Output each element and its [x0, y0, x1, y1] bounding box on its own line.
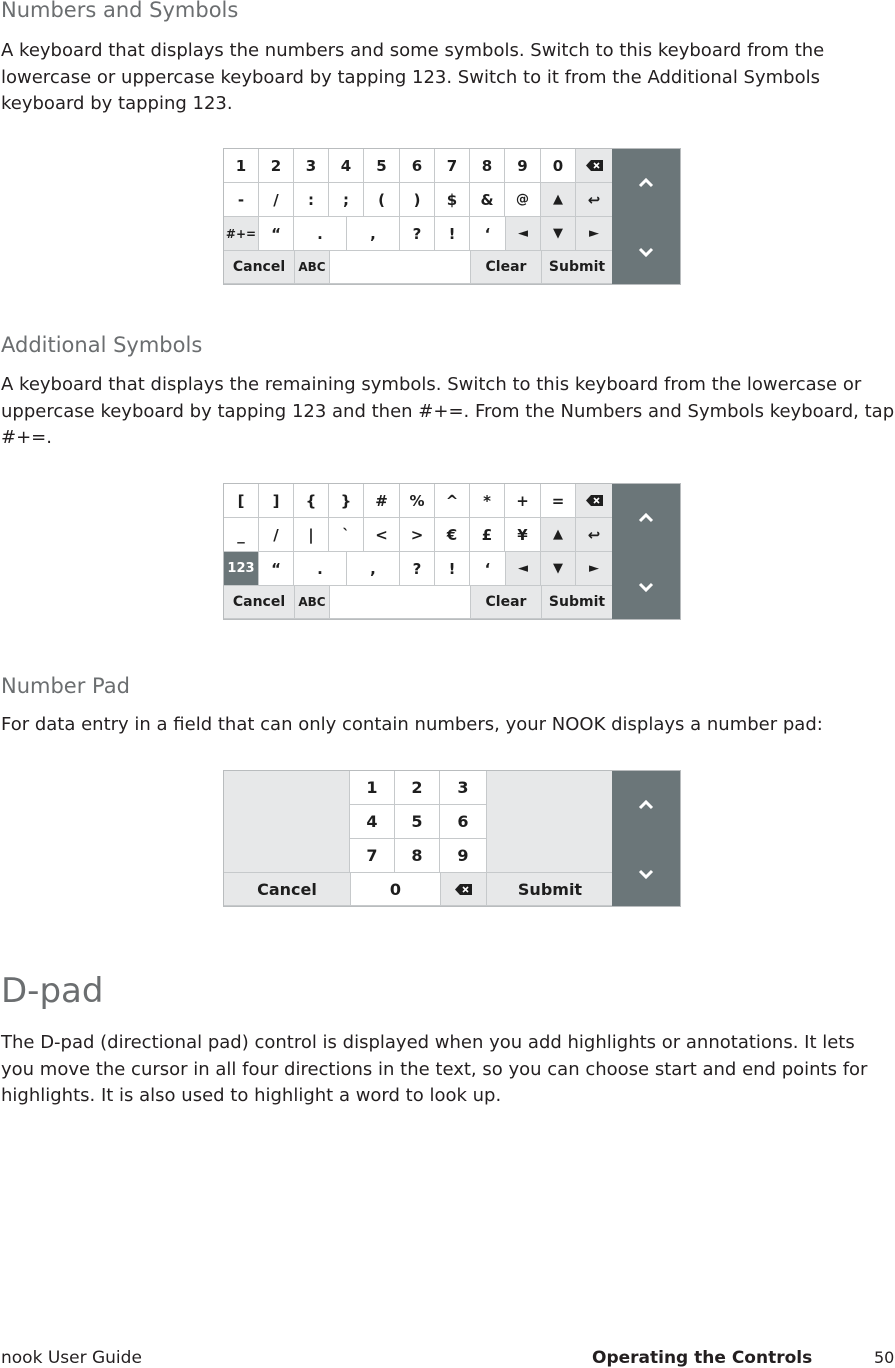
text-line: uppercase keyboard by tapping 123 and then #+=. From the Numbers and Symbols keyboard, tap — [1, 400, 895, 422]
key-plus[interactable]: + — [505, 484, 541, 518]
number-pad-right-blank — [486, 771, 613, 873]
key-8[interactable]: 8 — [470, 149, 505, 183]
space-key[interactable] — [330, 251, 471, 284]
numpad-cancel-button[interactable]: Cancel — [224, 873, 351, 906]
key-open-quote[interactable]: “ — [259, 217, 294, 251]
key-close-bracket[interactable]: ] — [259, 484, 294, 518]
key-hash[interactable]: # — [364, 484, 400, 518]
numpad-key-0[interactable]: 0 — [351, 873, 441, 906]
abc-key[interactable]: ABC — [295, 586, 330, 619]
key-open-bracket[interactable]: [ — [224, 484, 259, 518]
heading-additional-symbols: Additional Symbols — [1, 333, 203, 357]
key-greater-than[interactable]: > — [400, 518, 435, 552]
text-line: A keyboard that displays the remaining symbols. Switch to this keyboard from the lowercase or — [1, 374, 862, 395]
keyboard-scroll-panel[interactable] — [612, 771, 680, 906]
numpad-backspace-key[interactable] — [441, 873, 487, 906]
numpad-key-1[interactable]: 1 — [350, 771, 395, 805]
key-at[interactable]: @ — [505, 183, 541, 217]
key-asterisk[interactable]: * — [470, 484, 505, 518]
key-2[interactable]: 2 — [259, 149, 294, 183]
key-equals[interactable]: = — [541, 484, 576, 518]
number-pad-figure — [223, 770, 681, 907]
numpad-key-6[interactable]: 6 — [440, 805, 486, 839]
key-dollar[interactable]: $ — [435, 183, 470, 217]
numpad-key-9[interactable]: 9 — [440, 839, 486, 873]
additional-symbols-keyboard-figure — [223, 483, 681, 620]
cancel-button[interactable]: Cancel — [224, 586, 295, 619]
key-6[interactable]: 6 — [400, 149, 435, 183]
space-key[interactable] — [330, 586, 471, 619]
cursor-left-key[interactable]: ◄ — [506, 552, 541, 586]
numpad-key-8[interactable]: 8 — [395, 839, 440, 873]
scroll-down-chevron-icon[interactable] — [638, 582, 654, 592]
scroll-down-chevron-icon[interactable] — [638, 869, 654, 879]
key-period[interactable]: . — [294, 552, 347, 586]
backspace-icon — [586, 160, 603, 171]
numpad-key-4[interactable]: 4 — [350, 805, 395, 839]
cursor-left-key[interactable]: ◄ — [506, 217, 541, 251]
key-ampersand[interactable]: & — [470, 183, 505, 217]
key-period[interactable]: . — [294, 217, 347, 251]
return-key[interactable]: ↩ — [576, 518, 613, 552]
key-open-quote[interactable]: “ — [259, 552, 294, 586]
cursor-right-key[interactable]: ► — [576, 217, 613, 251]
key-7[interactable]: 7 — [435, 149, 470, 183]
scroll-up-chevron-icon[interactable] — [638, 178, 654, 188]
key-slash[interactable]: / — [259, 183, 294, 217]
numpad-key-7[interactable]: 7 — [350, 839, 395, 873]
footer-guide-title: nook User Guide — [1, 1348, 142, 1368]
backspace-icon — [455, 884, 472, 895]
abc-key[interactable]: ABC — [295, 251, 330, 284]
key-colon[interactable]: : — [294, 183, 329, 217]
paragraph-numbers-symbols — [1, 38, 893, 118]
cancel-button[interactable]: Cancel — [224, 251, 295, 284]
footer-page-number: 50 — [874, 1348, 895, 1367]
backspace-key[interactable] — [576, 484, 613, 518]
key-pipe[interactable]: | — [294, 518, 329, 552]
cursor-right-key[interactable]: ► — [576, 552, 613, 586]
key-9[interactable]: 9 — [505, 149, 541, 183]
key-exclamation[interactable]: ! — [435, 552, 470, 586]
key-euro[interactable]: € — [435, 518, 470, 552]
key-close-paren[interactable]: ) — [400, 183, 435, 217]
key-backtick[interactable]: ` — [329, 518, 364, 552]
key-apostrophe[interactable]: ‘ — [470, 552, 506, 586]
key-apostrophe[interactable]: ‘ — [470, 217, 506, 251]
scroll-down-chevron-icon[interactable] — [638, 247, 654, 257]
key-3[interactable]: 3 — [294, 149, 329, 183]
key-exclamation[interactable]: ! — [435, 217, 470, 251]
text-line: #+=. — [1, 427, 52, 448]
paragraph-additional-symbols — [1, 372, 893, 452]
key-less-than[interactable]: < — [364, 518, 400, 552]
key-close-brace[interactable]: } — [329, 484, 364, 518]
text-line: A keyboard that displays the numbers and some symbols. Switch to this keyboard from the — [1, 40, 825, 61]
key-1[interactable]: 1 — [224, 149, 259, 183]
key-question[interactable]: ? — [400, 552, 435, 586]
key-4[interactable]: 4 — [329, 149, 364, 183]
text-line: you move the cursor in all four directions in the text, so you can choose start and end points for — [1, 1058, 868, 1080]
clear-button[interactable]: Clear — [471, 586, 542, 619]
key-pound[interactable]: £ — [470, 518, 505, 552]
numpad-key-2[interactable]: 2 — [395, 771, 440, 805]
heading-d-pad: D-pad — [1, 971, 104, 1011]
keyboard-scroll-panel[interactable] — [612, 484, 680, 619]
numbers-toggle-key[interactable]: 123 — [224, 552, 259, 586]
key-question[interactable]: ? — [400, 217, 435, 251]
cursor-down-key[interactable]: ▼ — [541, 217, 576, 251]
text-line: The D-pad (directional pad) control is displayed when you add highlights or annotations. It lets — [1, 1032, 855, 1053]
text-line: keyboard by tapping 123. — [1, 93, 233, 114]
symbols-toggle-key[interactable]: #+= — [224, 217, 259, 251]
key-yen[interactable]: ¥ — [505, 518, 541, 552]
cursor-up-key[interactable]: ▲ — [541, 183, 576, 217]
return-key[interactable]: ↩ — [576, 183, 613, 217]
key-0[interactable]: 0 — [541, 149, 576, 183]
key-slash[interactable]: / — [259, 518, 294, 552]
key-open-paren[interactable]: ( — [364, 183, 400, 217]
footer-section-title: Operating the Controls — [592, 1348, 813, 1368]
text-line: lowercase or uppercase keyboard by tapping 123. Switch to it from the Additional Symbols — [1, 66, 820, 88]
key-semicolon[interactable]: ; — [329, 183, 364, 217]
numpad-submit-button[interactable]: Submit — [487, 873, 613, 906]
paragraph-number-pad — [1, 712, 893, 739]
text-line: For data entry in a field that can only contain numbers, your NOOK displays a number pad: — [1, 714, 823, 735]
scroll-up-chevron-icon[interactable] — [638, 800, 654, 810]
cursor-down-key[interactable]: ▼ — [541, 552, 576, 586]
key-hyphen[interactable]: - — [224, 183, 259, 217]
heading-number-pad: Number Pad — [1, 674, 130, 698]
numbers-symbols-keyboard-figure — [223, 148, 681, 285]
numpad-key-3[interactable]: 3 — [440, 771, 486, 805]
backspace-key[interactable] — [576, 149, 613, 183]
cursor-up-key[interactable]: ▲ — [541, 518, 576, 552]
backspace-icon — [586, 495, 603, 506]
paragraph-d-pad — [1, 1030, 893, 1110]
key-5[interactable]: 5 — [364, 149, 400, 183]
key-comma[interactable]: , — [347, 552, 400, 586]
key-underscore[interactable]: _ — [224, 518, 259, 552]
key-comma[interactable]: , — [347, 217, 400, 251]
key-percent[interactable]: % — [400, 484, 435, 518]
heading-numbers-symbols: Numbers and Symbols — [1, 0, 239, 22]
submit-button[interactable]: Submit — [542, 251, 613, 284]
numpad-key-5[interactable]: 5 — [395, 805, 440, 839]
clear-button[interactable]: Clear — [471, 251, 542, 284]
keyboard-scroll-panel[interactable] — [612, 149, 680, 284]
key-caret[interactable]: ^ — [435, 484, 470, 518]
text-line: highlights. It is also used to highlight a word to look up. — [1, 1085, 502, 1106]
key-open-brace[interactable]: { — [294, 484, 329, 518]
scroll-up-chevron-icon[interactable] — [638, 513, 654, 523]
submit-button[interactable]: Submit — [542, 586, 613, 619]
number-pad-left-blank — [224, 771, 350, 873]
